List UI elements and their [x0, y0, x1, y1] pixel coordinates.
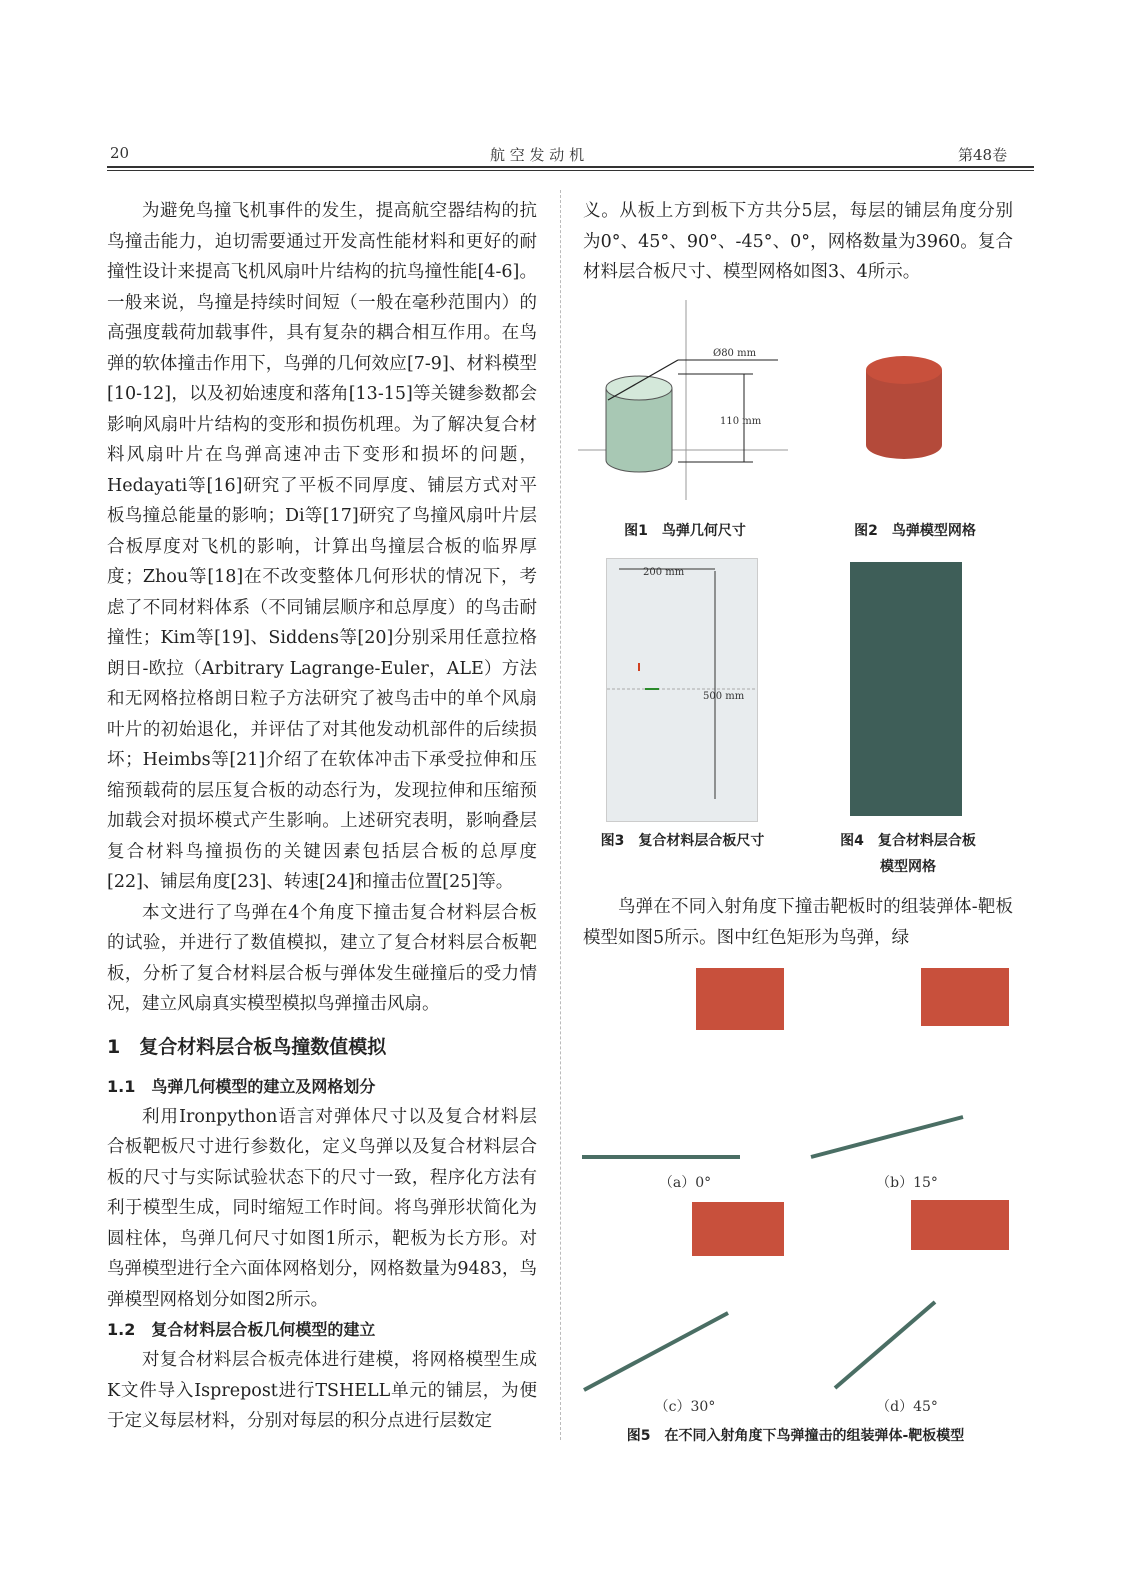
- intro-paragraph-2: 本文进行了鸟弹在4个角度下撞击复合材料层合板的试验，并进行了数值模拟，建立了复合材料层合板靶板，分析了复合材料层合板与弹体发生碰撞后的受力情况，建立风扇真实模型模拟鸟弹撞击风扇。: [107, 902, 537, 1014]
- figure-4-caption-line-2: 模型网格: [880, 859, 936, 875]
- subfigure-label-c: （c）30°: [654, 1399, 716, 1415]
- volume-label: 第48卷: [958, 146, 1008, 164]
- right-column-bottom: [583, 892, 1013, 953]
- subsection-heading: 1.1 鸟弹几何模型的建立及网格划分: [107, 1076, 376, 1096]
- subfigure-label-d: （d）45°: [876, 1399, 938, 1415]
- subfigure-label-a: （a）0°: [658, 1175, 712, 1191]
- plate-width-label: 200 mm: [643, 567, 685, 578]
- target-plate: [584, 1313, 728, 1390]
- bird-projectile: [696, 968, 784, 1030]
- bird-projectile: [921, 968, 1009, 1026]
- subsection-heading: 1.2 复合材料层合板几何模型的建立: [107, 1320, 376, 1339]
- column-divider: [560, 190, 561, 1440]
- height-label: 110 mm: [720, 416, 762, 427]
- target-plate: [811, 1117, 963, 1157]
- figure-1-caption: 图1 鸟弹几何尺寸: [624, 523, 746, 539]
- header-rule-thin: [107, 170, 1034, 171]
- page-number: 20: [110, 144, 130, 162]
- figure-5-panel-a: [578, 965, 793, 1170]
- figure-2-caption: 图2 鸟弹模型网格: [854, 523, 976, 539]
- subfigure-label-b: （b）15°: [876, 1175, 938, 1191]
- section-heading: 1 复合材料层合板鸟撞数值模拟: [107, 1035, 387, 1058]
- right-column-top: [583, 196, 1013, 288]
- intro-paragraph: 为避免鸟撞飞机事件的发生，提高航空器结构的抗鸟撞击能力，迫切需要通过开发高性能材料和更好的耐撞性设计来提高飞机风扇叶片结构的抗鸟撞性能[4-6]。一般来说，鸟撞是持续时间短（一般在毫秒范围内）的高强度载荷加载事件，具有复杂的耦合相互作用。在鸟弹的软体撞击作用下，鸟弹的几何效应[7-9]、材料模型[10-12]，以及初始速度和落角[13-15]等关键参数都会影响风扇叶片结构的变形和损伤机理。为了解决复合材料风扇叶片在鸟弹高速冲击下变形和损坏的问题，Hedayati等[16]研究了平板不同厚度、铺层方式对平板鸟撞总能量的影响；Di等[17]研究了鸟撞风扇叶片层合板厚度对飞机的影响，计算出鸟撞层合板的临界厚度；Zhou等[18]在不改变整体几何形状的情况下，考虑了不同材料体系（不同铺层顺序和总厚度）的鸟击耐撞性；Kim等[19]、Siddens等[20]分别采用任意拉格朗日-欧拉（Arbitrary Lagrange-Euler，ALE）方法和无网格拉格朗日粒子方法研究了被鸟击中的单个风扇叶片的初始退化，并评估了对其他发动机部件的后续损坏；Heimbs等[21]介绍了在软体冲击下承受拉伸和压缩预载荷的层压复合板的动态行为，发现拉伸和压缩预加载会对损坏模式产生影响。上述研究表明，影响叠层复合材料鸟撞损伤的关键因素包括层合板的总厚度[22]、铺层角度[23]、转速[24]和撞击位置[25]等。: [107, 201, 537, 892]
- figure-5-panel-c: [578, 1198, 793, 1398]
- figure-4-plate-mesh: [850, 562, 962, 816]
- journal-title: 航 空 发 动 机: [490, 146, 585, 164]
- modeling-paragraph: 对复合材料层合板壳体进行建模，将网格模型生成K文件导入Isprepost进行TSHELL单元的铺层，为便于定义每层材料，分别对每层的积分点进行层数定: [107, 1350, 537, 1431]
- bird-projectile: [692, 1202, 784, 1256]
- figure-5-panel-d: [803, 1198, 1018, 1398]
- header-rule: [107, 166, 1034, 168]
- figure-3-caption: 图3 复合材料层合板尺寸: [600, 833, 765, 849]
- figure-3-plate-dimensions: [606, 558, 758, 822]
- figure-5-caption: 图5 在不同入射角度下鸟弹撞击的组装弹体-靶板模型: [626, 1428, 965, 1444]
- figure-5-panel-b: [803, 965, 1018, 1170]
- bird-projectile: [911, 1200, 1009, 1250]
- left-column: [107, 196, 537, 1437]
- figure-4-caption-line-1: 图4 复合材料层合板: [840, 833, 976, 849]
- assembly-paragraph: 鸟弹在不同入射角度下撞击靶板时的组装弹体-靶板模型如图5所示。图中红色矩形为鸟弹，绿: [583, 897, 1013, 948]
- method-paragraph: 利用Ironpython语言对弹体尺寸以及复合材料层合板靶板尺寸进行参数化，定义鸟弹以及复合材料层合板的尺寸与实际试验状态下的尺寸一致，程序化方法有利于模型生成，同时缩短工作时间。将鸟弹形状简化为圆柱体，鸟弹几何尺寸如图1所示，靶板为长方形。对鸟弹模型进行全六面体网格划分，网格数量为9483，鸟弹模型网格划分如图2所示。: [107, 1106, 537, 1310]
- figure-2-bird-mesh: [858, 340, 958, 480]
- layup-paragraph: 义。从板上方到板下方共分5层，每层的铺层角度分别为0°、45°、90°、-45°、0°，网格数量为3960。复合材料层合板尺寸、模型网格如图3、4所示。: [583, 201, 1013, 282]
- diameter-label: Ø80 mm: [713, 348, 757, 359]
- figure-1-bird-geometry: [578, 300, 808, 500]
- target-plate: [835, 1302, 935, 1388]
- plate-height-label: 500 mm: [703, 691, 745, 702]
